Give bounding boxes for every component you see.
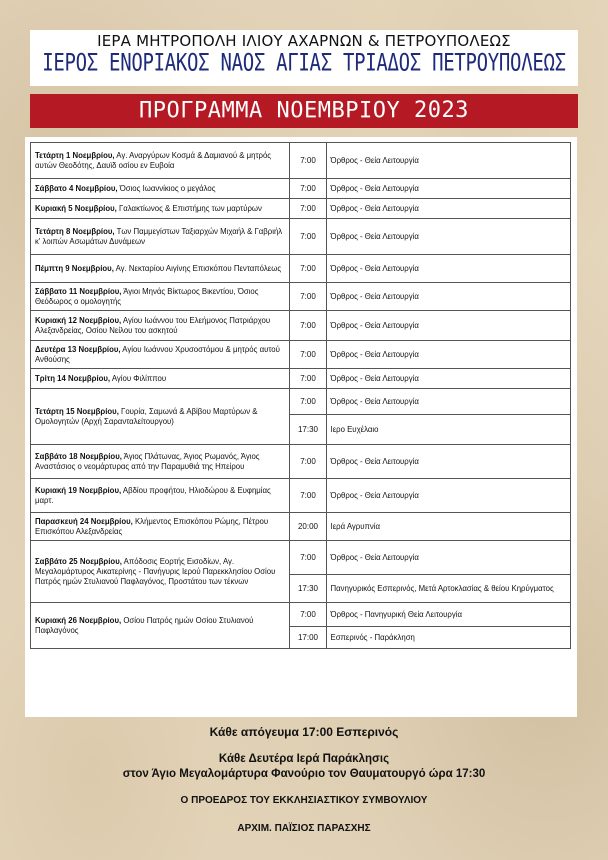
service-time: 7:00 xyxy=(290,445,326,479)
service-time: 7:00 xyxy=(290,341,326,369)
schedule-panel xyxy=(25,137,577,717)
schedule-row xyxy=(31,179,571,199)
monday-paraklesis-line2: στον Άγιο Μεγαλομάρτυρα Φανούριο τον Θαυματουργό ώρα 17:30 xyxy=(122,768,486,780)
schedule-row xyxy=(31,143,571,179)
saints-label: Αγ. Αναργύρων Κοσμά & Δαμιανού & μητρός αυτών Θεοδότης, Δαυϊδ οσίου εν Ευβοία xyxy=(35,150,272,170)
saints-label: Απόδοσις Εορτής Εισοδίων, Αγ. Μεγαλομάρτυρος Αικατερίνης - Πανήγυρις Ιερού Παρεκκλησίου Οσίου Πατρός ημών Στυλιανού Παφλαγόνος, Προστάτου των τέκνων xyxy=(35,556,276,586)
schedule-row xyxy=(31,341,571,369)
saints-label: Άγιος Πλάτωνας, Άγιος Ρωμανός, Άγιος Αναστάσιος ο νεομάρτυρας από την Παραμυθιά της Ηπείρου xyxy=(35,451,260,471)
schedule-day-cell xyxy=(31,283,290,311)
schedule-day-cell xyxy=(31,311,290,341)
service-name: Όρθρος - Θεία Λειτουργία xyxy=(326,255,570,283)
schedule-row xyxy=(31,389,571,415)
metropolis-title: ΙΕΡΑ ΜΗΤΡΟΠΟΛΗ ΙΛΙΟΥ ΑΧΑΡΝΩΝ & ΠΕΤΡΟΥΠΟΛΕΩΣ xyxy=(97,32,511,50)
day-label: Δευτέρα 13 Νοεμβρίου, xyxy=(35,344,121,354)
service-time: 7:00 xyxy=(290,389,326,415)
monday-paraklesis-line1: Κάθε Δευτέρα Ιερά Παράκλησις xyxy=(218,753,390,765)
schedule-row xyxy=(31,283,571,311)
service-time: 7:00 xyxy=(290,199,326,219)
service-name: Εσπερινός - Παράκληση xyxy=(326,627,570,649)
schedule-row xyxy=(31,445,571,479)
schedule-day-cell xyxy=(31,179,290,199)
service-time: 7:00 xyxy=(290,603,326,627)
schedule-row xyxy=(31,219,571,255)
service-time: 7:00 xyxy=(290,369,326,389)
day-label: Κυριακή 5 Νοεμβρίου, xyxy=(35,203,117,213)
service-time: 17:00 xyxy=(290,627,326,649)
day-label: Σάββατο 11 Νοεμβρίου, xyxy=(35,286,122,296)
day-label: Σαββάτο 18 Νοεμβρίου, xyxy=(35,451,122,461)
schedule-row xyxy=(31,369,571,389)
saints-label: Γουρία, Σαμωνά & Αβίβου Μαρτύρων & Ομολογητών (Αρχή Σαρανταλείτουργου) xyxy=(35,406,258,426)
schedule-day-cell xyxy=(31,341,290,369)
service-name: Όρθρος - Θεία Λειτουργία xyxy=(326,283,570,311)
schedule-row xyxy=(31,255,571,283)
signatory-name: ΑΡΧΙΜ. ΠΑΪΣΙΟΣ ΠΑΡΑΣΧΗΣ xyxy=(237,823,371,834)
schedule-day-cell xyxy=(31,255,290,283)
program-title: ΠΡΟΓΡΑΜΜΑ ΝΟΕΜΒΡΙΟΥ 2023 xyxy=(30,94,578,128)
schedule-day-cell xyxy=(31,603,290,649)
service-name: Όρθρος - Θεία Λειτουργία xyxy=(326,479,570,513)
saints-label: Αγίου Ιωάννου Χρυσοστόμου & μητρός αυτού Ανθούσης xyxy=(35,344,280,364)
saints-label: Αγ. Νεκταρίου Αιγίνης Επισκόπου Πενταπόλεως xyxy=(113,263,282,273)
service-name: Όρθρος - Θεία Λειτουργία xyxy=(326,445,570,479)
service-name: Όρθρος - Θεία Λειτουργία xyxy=(326,341,570,369)
schedule-day-cell xyxy=(31,479,290,513)
schedule-day-cell xyxy=(31,445,290,479)
service-name: Όρθρος - Θεία Λειτουργία xyxy=(326,369,570,389)
day-label: Τετάρτη 8 Νοεμβρίου, xyxy=(35,226,115,236)
service-time: 7:00 xyxy=(290,179,326,199)
saints-label: Κλήμεντος Επισκόπου Ρώμης, Πέτρου Επισκόπου Αλεξανδρείας xyxy=(35,516,269,536)
service-time: 7:00 xyxy=(290,143,326,179)
service-name: Όρθρος - Θεία Λειτουργία xyxy=(326,541,570,575)
saints-label: Όσιος Ιωαννίκιος ο μεγάλος xyxy=(117,183,216,193)
service-time: 7:00 xyxy=(290,255,326,283)
service-time: 17:30 xyxy=(290,575,326,603)
council-president-title: Ο ΠΡΟΕΔΡΟΣ ΤΟΥ ΕΚΚΛΗΣΙΑΣΤΙΚΟΥ ΣΥΜΒΟΥΛΙΟΥ xyxy=(180,795,428,806)
day-label: Κυριακή 19 Νοεμβρίου, xyxy=(35,485,122,495)
day-label: Τετάρτη 1 Νοεμβρίου, xyxy=(35,150,115,160)
schedule-row xyxy=(31,311,571,341)
day-label: Τετάρτη 15 Νοεμβρίου, xyxy=(35,406,119,416)
saints-label: Των Παμμεγίστων Ταξιαρχών Μιχαήλ & Γαβριήλ κ' λοιπών Ασωμάτων Δυνάμεων xyxy=(35,226,283,246)
service-name: Όρθρος - Θεία Λειτουργία xyxy=(326,219,570,255)
service-time: 7:00 xyxy=(290,219,326,255)
service-time: 17:30 xyxy=(290,415,326,445)
service-name: Ιερο Ευχέλαιο xyxy=(326,415,570,445)
schedule-day-cell xyxy=(31,389,290,445)
schedule-day-cell xyxy=(31,541,290,603)
saints-label: Οσίου Πατρός ημών Οσίου Στυλιανού Παφλαγόνος xyxy=(35,615,254,635)
day-label: Κυριακή 26 Νοεμβρίου, xyxy=(35,615,122,625)
day-label: Σαββάτο 25 Νοεμβρίου, xyxy=(35,556,122,566)
day-label: Κυριακή 12 Νοεμβρίου, xyxy=(35,315,122,325)
schedule-day-cell xyxy=(31,143,290,179)
day-label: Τρίτη 14 Νοεμβρίου, xyxy=(35,373,111,383)
service-name: Ιερά Αγρυπνία xyxy=(326,513,570,541)
saints-label: Αγίου Ιωάννου του Ελεήμονος Πατριάρχου Αλεξανδρείας, Οσίου Νείλου του ασκητού xyxy=(35,315,271,335)
service-time: 7:00 xyxy=(290,283,326,311)
service-name: Όρθρος - Πανηγυρική Θεία Λειτουργία xyxy=(326,603,570,627)
saints-label: Άγιοι Μηνάς Βίκτωρος Βικεντίου, Όσιος Θεόδωρος ο ομολογητής xyxy=(35,286,259,306)
schedule-day-cell xyxy=(31,199,290,219)
service-name: Πανηγυρικός Εσπερινός, Μετά Αρτοκλασίας & θείου Κηρύγματος xyxy=(326,575,570,603)
schedule-row xyxy=(31,479,571,513)
saints-label: Γαλακτίωνος & Επιστήμης των μαρτύρων xyxy=(116,203,262,213)
service-time: 20:00 xyxy=(290,513,326,541)
schedule-row xyxy=(31,541,571,575)
saints-label: Αγίου Φιλίππου xyxy=(110,373,167,383)
service-time: 7:00 xyxy=(290,479,326,513)
service-name: Όρθρος - Θεία Λειτουργία xyxy=(326,143,570,179)
schedule-row xyxy=(31,199,571,219)
schedule-table xyxy=(30,142,571,649)
day-label: Παρασκευή 24 Νοεμβρίου, xyxy=(35,516,133,526)
service-time: 7:00 xyxy=(290,541,326,575)
header-banner xyxy=(30,30,578,86)
schedule-day-cell xyxy=(31,219,290,255)
schedule-row xyxy=(31,513,571,541)
daily-vespers-note: Κάθε απόγευμα 17:00 Εσπερινός xyxy=(209,725,399,739)
parish-title: ΙΕΡΟΣ ΕΝΟΡΙΑΚΟΣ ΝΑΟΣ ΑΓΙΑΣ ΤΡΙΑΔΟΣ ΠΕΤΡΟΥΠΟΛΕΩΣ xyxy=(42,49,566,77)
saints-label: Αβδίου προφήτου, Ηλιοδώρου & Ευφημίας μαρτ. xyxy=(35,485,271,505)
schedule-day-cell xyxy=(31,369,290,389)
service-name: Όρθρος - Θεία Λειτουργία xyxy=(326,199,570,219)
service-name: Όρθρος - Θεία Λειτουργία xyxy=(326,311,570,341)
day-label: Σάββατο 4 Νοεμβρίου, xyxy=(35,183,118,193)
service-time: 7:00 xyxy=(290,311,326,341)
service-name: Όρθρος - Θεία Λειτουργία xyxy=(326,179,570,199)
schedule-row xyxy=(31,603,571,627)
schedule-day-cell xyxy=(31,513,290,541)
service-name: Όρθρος - Θεία Λειτουργία xyxy=(326,389,570,415)
day-label: Πέμπτη 9 Νοεμβρίου, xyxy=(35,263,114,273)
